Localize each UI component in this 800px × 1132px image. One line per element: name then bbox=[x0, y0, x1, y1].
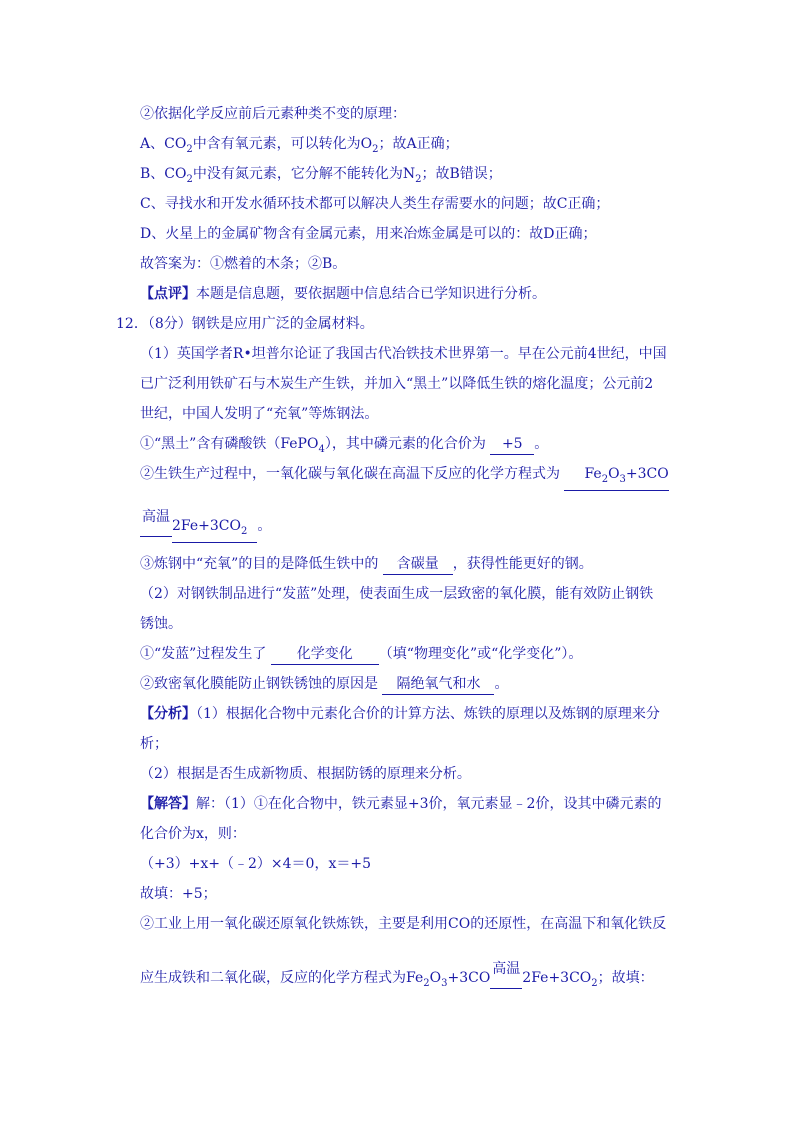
solution-line5: ②工业上用一氧化碳还原氧化铁炼铁，主要是利用CO的还原性，在高温下和氧化铁反 bbox=[140, 916, 667, 932]
q12-1-line3: 世纪，中国人发明了“充氧”等炼钢法。 bbox=[140, 406, 379, 422]
question-d: ①“发蓝”过程发生了 化学变化 （填“物理变化”或“化学变化”）。 bbox=[140, 644, 582, 665]
reaction-condition-2: 高温 bbox=[490, 968, 522, 989]
comment: 【点评】本题是信息题，要依据题中信息结合已学知识进行分析。 bbox=[140, 286, 546, 302]
equation-1: 高温 $2Fe+3CO_2$ 。 bbox=[140, 516, 271, 543]
q12-2-line2: 锈蚀。 bbox=[140, 616, 182, 632]
line-b: B、$CO_2$中没有氮元素，它分解不能转化为$N_2$；故B错误； bbox=[140, 166, 502, 185]
solution-line3: （+3）+x+（﹣2）×4＝0，x＝+5 bbox=[140, 856, 371, 872]
answer-1: 故答案为：①燃着的木条；②B。 bbox=[140, 256, 347, 272]
question-12: 12．（8分）钢铁是应用广泛的金属材料。 bbox=[116, 316, 374, 332]
q12-2-line1: （2）对钢铁制品进行“发蓝”处理，使表面生成一层致密的氧化膜，能有效防止钢铁 bbox=[140, 586, 654, 602]
answer-blank-b: $Fe_2O_3+3CO$ bbox=[564, 464, 668, 491]
analysis-line1: 【分析】（1）根据化合物中元素化合价的计算方法、炼铁的原理以及炼钢的原理来分 bbox=[140, 706, 660, 722]
reaction-condition: 高温 bbox=[140, 516, 172, 537]
line-c: C、寻找水和开发水循环技术都可以解决人类生存需要水的问题；故C正确； bbox=[140, 196, 610, 212]
answer-blank-d: 化学变化 bbox=[271, 644, 379, 665]
answer-blank-c: 含碳量 bbox=[383, 554, 453, 575]
solution-line4: 故填：+5； bbox=[140, 886, 217, 902]
analysis-line2: 析； bbox=[140, 736, 168, 752]
question-c: ③炼钢中“充氧”的目的是降低生铁中的 含碳量 ，获得性能更好的钢。 bbox=[140, 554, 593, 575]
q12-1-line2: 已广泛利用铁矿石与木炭生产生铁，并加入“黑土”以降低生铁的熔化温度；公元前2 bbox=[140, 376, 654, 392]
solution-line1: 【解答】解：（1）①在化合物中，铁元素显+3价，氧元素显﹣2价，设其中磷元素的 bbox=[140, 796, 662, 812]
q12-1-line1: （1）英国学者R•坦普尔论证了我国古代冶铁技术世界第一。早在公元前4世纪，中国 bbox=[140, 346, 667, 362]
p1: ②依据化学反应前后元素种类不变的原理： bbox=[140, 106, 406, 122]
solution-line6: 应生成铁和二氧化碳，反应的化学方程式为$Fe_2O_3+3CO$ 高温 $2Fe+3CO_2$；故填： bbox=[140, 961, 654, 989]
solution-line2: 化合价为x，则： bbox=[140, 826, 246, 842]
question-b: ②生铁生产过程中，一氧化碳与氧化碳在高温下反应的化学方程式为 $Fe_2O_3+3CO$ bbox=[140, 464, 669, 491]
question-e: ②致密氧化膜能防止钢铁锈蚀的原因是 隔绝氧气和水 。 bbox=[140, 674, 508, 695]
answer-blank-a: +5 bbox=[490, 434, 534, 455]
line-d: D、火星上的金属矿物含有金属元素，用来冶炼金属是可以的：故D正确； bbox=[140, 226, 597, 242]
answer-blank-e: 隔绝氧气和水 bbox=[382, 674, 494, 695]
analysis-line3: （2）根据是否生成新物质、根据防锈的原理来分析。 bbox=[140, 766, 471, 782]
question-a: ①“黑土”含有磷酸铁（FePO$_4$），其中磷元素的化合价为 +5 。 bbox=[140, 436, 549, 455]
line-a: A、$CO_2$中含有氧元素，可以转化为$O_2$；故A正确； bbox=[140, 136, 459, 155]
